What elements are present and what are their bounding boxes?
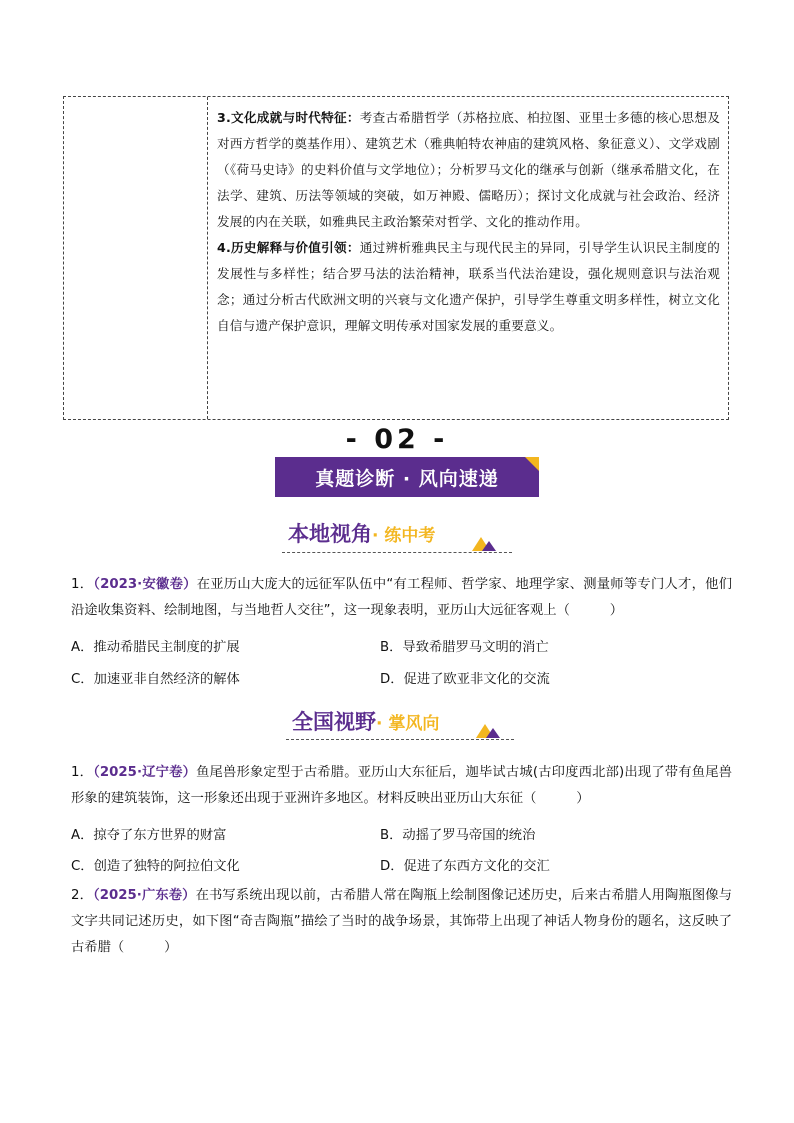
question-source: （2025·广东卷）: [93, 888, 196, 903]
table-divider: [207, 97, 208, 419]
option-d: D．促进了欧亚非文化的交流: [380, 672, 550, 687]
national-question-1: [71, 760, 732, 812]
option-c: C．加速亚非自然经济的解体: [71, 672, 240, 687]
item-3: [217, 105, 720, 235]
question-source: （2023·安徽卷）: [93, 577, 197, 592]
item-4: [217, 235, 720, 339]
question-stem: 在书写系统出现以前，古希腊人常在陶瓶上绘制图像记述历史，后来古希腊人用陶瓶图像与文字共同记述历史，如下图“奇吉陶瓶”描绘了当时的战争场景，其饰带上出现了神话人物身份的题名，这反映了古希腊（ ）: [71, 888, 732, 955]
national-heading: [292, 706, 439, 736]
question-number: 1．: [71, 765, 94, 780]
section-banner-text: 真题诊断 · 风向速递: [315, 467, 499, 490]
local-heading-sub: · 练中考: [372, 526, 436, 546]
option-a: A．推动希腊民主制度的扩展: [71, 640, 240, 655]
question-stem: 鱼尾兽形象定型于古希腊。亚历山大东征后，迦毕试古城(古印度西北部)出现了带有鱼尾兽形象的建筑装饰，这一形象还出现于亚洲许多地区。材料反映出亚历山大东征（ ）: [71, 765, 732, 806]
national-heading-underline: [286, 739, 514, 740]
option-c: C．创造了独特的阿拉伯文化: [71, 859, 240, 874]
option-b: B．动摇了罗马帝国的统治: [380, 828, 536, 843]
local-question-1: [71, 572, 732, 624]
local-heading-underline: [282, 552, 512, 553]
national-question-2: [71, 883, 732, 961]
question-stem: 在亚历山大庞大的远征军队伍中“有工程师、哲学家、地理学家、测量师等专门人才，他们沿途收集资料、绘制地图，与当地哲人交往”，这一现象表明，亚历山大远征客观上（ ）: [71, 577, 732, 618]
national-heading-title: 全国视野: [292, 710, 376, 734]
local-heading: [288, 518, 435, 548]
item-3-title: 3.文化成就与时代特征：: [217, 110, 360, 125]
section-banner: [275, 457, 539, 497]
question-number: 1．: [71, 577, 94, 592]
item-4-title: 4.历史解释与价值引领：: [217, 240, 360, 255]
national-heading-sub: · 掌风向: [376, 714, 440, 734]
item-4-body: 通过辨析雅典民主与现代民主的异同，引导学生认识民主制度的发展性与多样性；结合罗马法的法治精神，联系当代法治建设，强化规则意识与法治观念；通过分析古代欧洲文明的兴衰与文化遗产保护，引导学生尊重文明多样性，树立文化自信与遗产保护意识，理解文明传承对国家发展的重要意义。: [217, 240, 720, 333]
option-a: A．掠夺了东方世界的财富: [71, 828, 227, 843]
question-number: 2．: [71, 888, 93, 903]
option-d: D．促进了东西方文化的交汇: [380, 859, 550, 874]
option-b: B．导致希腊罗马文明的消亡: [380, 640, 549, 655]
question-source: （2025·辽宁卷）: [93, 765, 197, 780]
objectives-cell: [217, 105, 720, 339]
triangle-icon: [482, 541, 496, 551]
banner-corner-decoration: [525, 457, 539, 471]
triangle-icon: [486, 728, 500, 738]
objectives-table: [63, 96, 729, 420]
local-heading-title: 本地视角: [288, 522, 372, 546]
item-3-body: 考查古希腊哲学（苏格拉底、柏拉图、亚里士多德的核心思想及对西方哲学的奠基作用）、建筑艺术（雅典帕特农神庙的建筑风格、象征意义）、文学戏剧（《荷马史诗》的史料价值与文学地位）；分析罗马文化的继承与创新（继承希腊文化，在法学、建筑、历法等领域的突破，如万神殿、儒略历）；探讨文化成就与社会政治、经济发展的内在关联，如雅典民主政治繁荣对哲学、文化的推动作用。: [217, 110, 720, 229]
section-number: - 02 -: [345, 424, 449, 455]
